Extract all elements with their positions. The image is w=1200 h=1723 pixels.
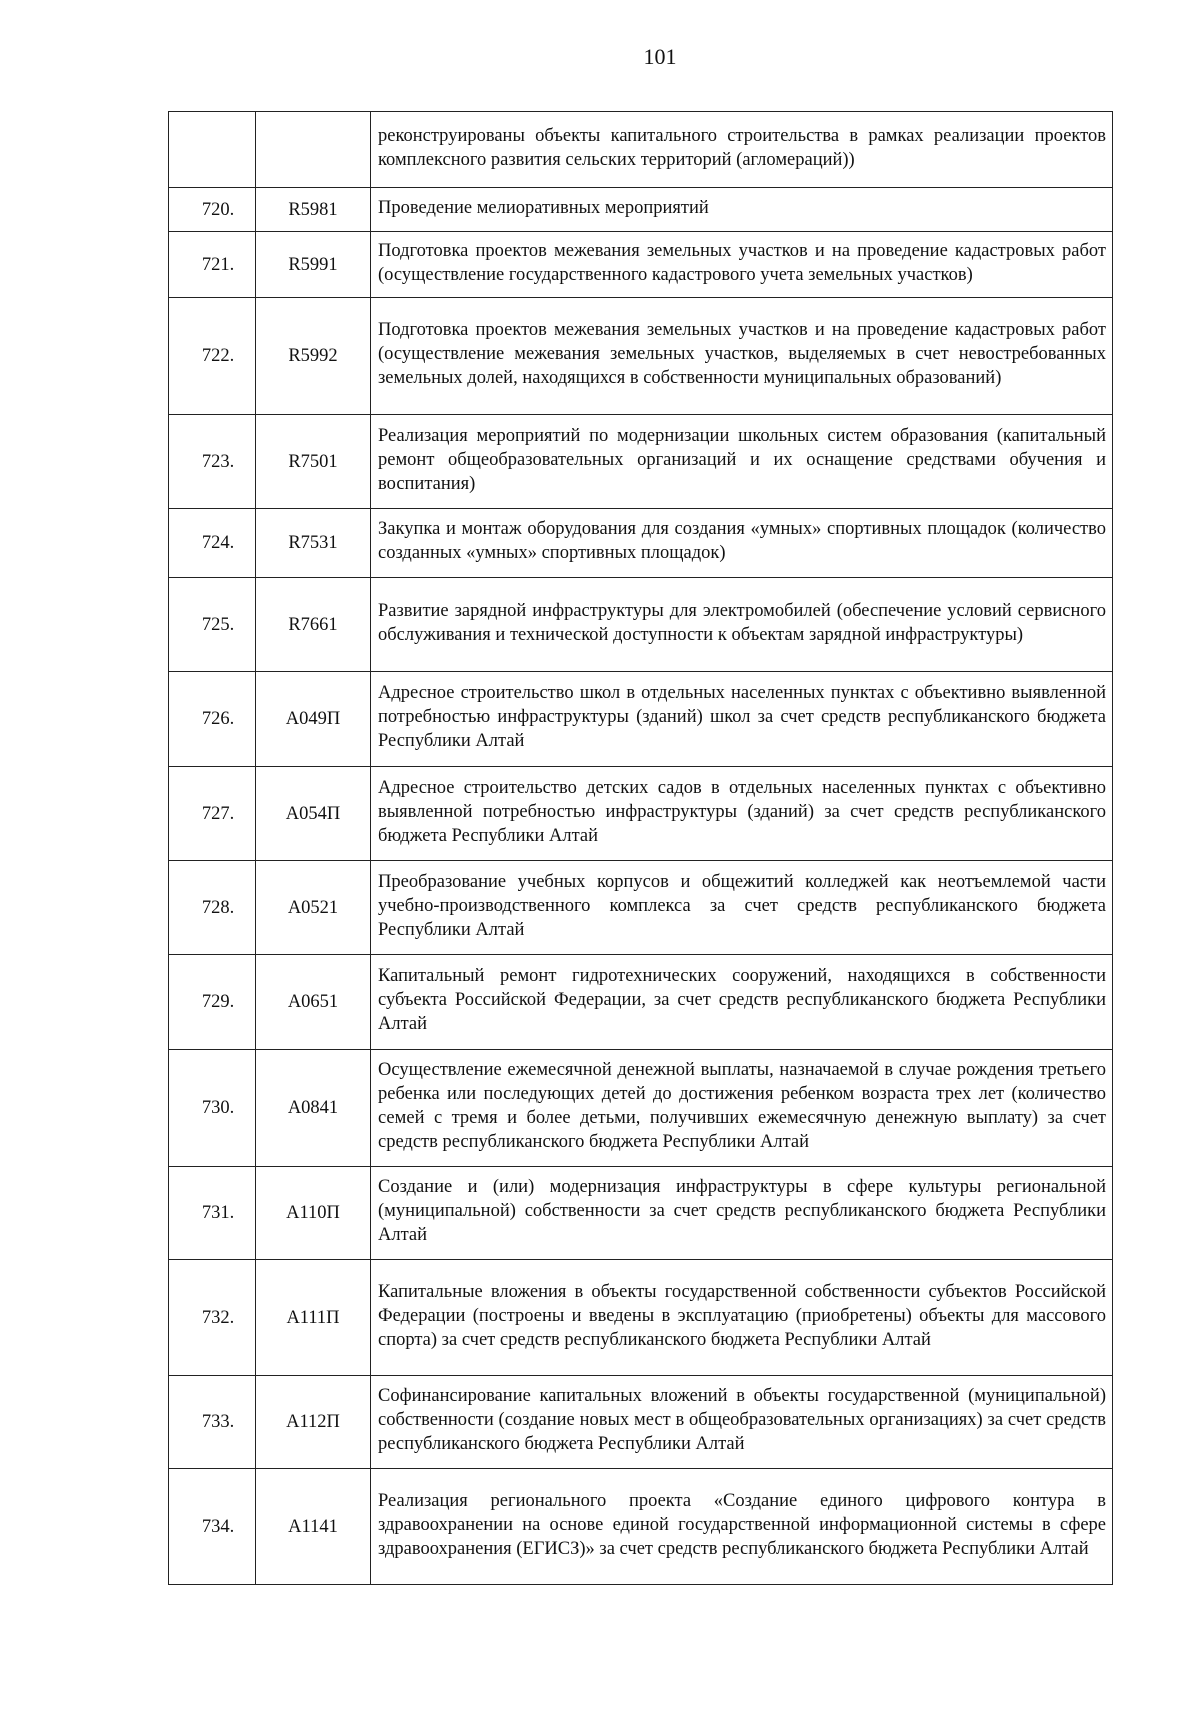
row-code: А112П bbox=[286, 1412, 340, 1432]
table-row bbox=[169, 188, 1113, 232]
table-row bbox=[169, 232, 1113, 298]
row-description: Подготовка проектов межевания земельных участков и на проведение кадастровых работ (осуществление государственного кадастрового учета земельных участков) bbox=[378, 240, 1106, 285]
table-row bbox=[169, 415, 1113, 509]
row-number: 723. bbox=[201, 451, 235, 472]
row-number: 734. bbox=[201, 1516, 235, 1537]
budget-codes-table bbox=[168, 111, 1113, 1585]
table-row bbox=[169, 672, 1113, 767]
table-row bbox=[169, 1050, 1113, 1167]
row-code: R7501 bbox=[288, 451, 338, 472]
row-number: 721. bbox=[201, 254, 235, 275]
table-row bbox=[169, 298, 1113, 415]
row-code: А054П bbox=[285, 803, 341, 824]
row-code: А0841 bbox=[287, 1098, 339, 1118]
row-code-cell bbox=[256, 112, 371, 188]
row-code: R7531 bbox=[288, 533, 338, 553]
row-number: 733. bbox=[201, 1412, 235, 1432]
row-code: А0521 bbox=[287, 897, 339, 918]
row-code: R5991 bbox=[288, 254, 338, 275]
row-description: Проведение мелиоративных мероприятий bbox=[378, 197, 709, 218]
row-number: 725. bbox=[201, 614, 235, 635]
row-description-cell bbox=[371, 112, 1113, 188]
table-row bbox=[169, 578, 1113, 672]
row-number: 727. bbox=[201, 803, 235, 824]
row-description: Закупка и монтаж оборудования для создания «умных» спортивных площадок (количество созданных «умных» спортивных площадок) bbox=[378, 519, 1106, 563]
row-description: Создание и (или) модернизация инфраструктуры в сфере культуры региональной (муниципальной) собственности за счет средств республиканского бюджета Республики Алтай bbox=[378, 1177, 1106, 1245]
row-number: 732. bbox=[201, 1307, 235, 1328]
table-row bbox=[169, 767, 1113, 861]
row-description: Капитальный ремонт гидротехнических сооружений, находящихся в собственности субъекта Российской Федерации, за счет средств республиканского бюджета Республики Алтай bbox=[378, 966, 1106, 1034]
row-number: 728. bbox=[201, 897, 235, 918]
row-number: 726. bbox=[201, 709, 235, 729]
table-row bbox=[169, 1167, 1113, 1260]
row-code: А0651 bbox=[287, 992, 339, 1012]
row-code: А111П bbox=[286, 1307, 340, 1328]
table-row bbox=[169, 1469, 1113, 1585]
row-description: Преобразование учебных корпусов и общежитий колледжей как неотъемлемой части учебно-производственного комплекса за счет средств республиканского бюджета Республики Алтай bbox=[378, 871, 1106, 940]
row-code: А049П bbox=[285, 709, 341, 729]
row-description: Осуществление ежемесячной денежной выплаты, назначаемой в случае рождения третьего ребенка или последующих детей до достижения ребенком возраста трех лет (количество семей с тремя и более детьми, получивших ежемесячную денежную выплату) за счет средств республиканского бюджета Республики Алтай bbox=[378, 1060, 1106, 1152]
row-description: Адресное строительство школ в отдельных населенных пунктах с объективно выявленной потребностью инфраструктуры (зданий) школ за счет средств республиканского бюджета Республики Алтай bbox=[378, 683, 1106, 751]
row-code: А110П bbox=[286, 1203, 340, 1223]
row-number: 722. bbox=[201, 346, 235, 366]
table-row bbox=[169, 861, 1113, 955]
row-description: реконструированы объекты капитального строительства в рамках реализации проектов комплексного развития сельских территорий (агломераций)) bbox=[378, 125, 1106, 170]
row-description: Капитальные вложения в объекты государственной собственности субъектов Российской Федерации (построены и введены в эксплуатацию (приобретены) объекты для массового спорта) за счет средств республиканского бюджета Республики Алтай bbox=[378, 1281, 1106, 1350]
row-code: А1141 bbox=[288, 1516, 338, 1537]
row-description: Адресное строительство детских садов в отдельных населенных пунктах с объективно выявленной потребностью инфраструктуры (зданий) за счет средств республиканского бюджета Республики Алтай bbox=[378, 777, 1106, 846]
row-number: 724. bbox=[201, 533, 235, 553]
row-number: 720. bbox=[201, 199, 235, 220]
table-row bbox=[169, 955, 1113, 1050]
table-row bbox=[169, 112, 1113, 188]
row-description: Подготовка проектов межевания земельных участков и на проведение кадастровых работ (осуществление межевания земельных участков, выделяемых в счет невостребованных земельных долей, находящихся в собственности муниципальных образований) bbox=[378, 320, 1106, 388]
row-number: 729. bbox=[201, 992, 235, 1012]
page-number: 101 bbox=[643, 44, 677, 69]
row-description: Софинансирование капитальных вложений в объекты государственной (муниципальной) собственности (создание новых мест в общеобразовательных организациях) за счет средств республиканского бюджета Республики Алтай bbox=[378, 1386, 1106, 1454]
row-description: Реализация мероприятий по модернизации школьных систем образования (капитальный ремонт общеобразовательных организаций и их оснащение средствами обучения и воспитания) bbox=[378, 425, 1106, 494]
row-code: R5981 bbox=[288, 199, 338, 220]
row-code: R5992 bbox=[288, 346, 338, 366]
table-row bbox=[169, 509, 1113, 578]
row-code: R7661 bbox=[288, 614, 338, 635]
row-number: 730. bbox=[201, 1098, 235, 1118]
row-number: 731. bbox=[201, 1203, 235, 1223]
row-description: Реализация регионального проекта «Создание единого цифрового контура в здравоохранении на основе единой государственной информационной системы в сфере здравоохранения (ЕГИСЗ)» за счет средств республиканского бюджета Республики Алтай bbox=[378, 1490, 1106, 1559]
table-row bbox=[169, 1260, 1113, 1376]
row-number-cell bbox=[169, 112, 256, 188]
table-row bbox=[169, 1376, 1113, 1469]
row-description: Развитие зарядной инфраструктуры для электромобилей (обеспечение условий сервисного обслуживания и технической доступности к объектам зарядной инфраструктуры) bbox=[378, 600, 1106, 645]
